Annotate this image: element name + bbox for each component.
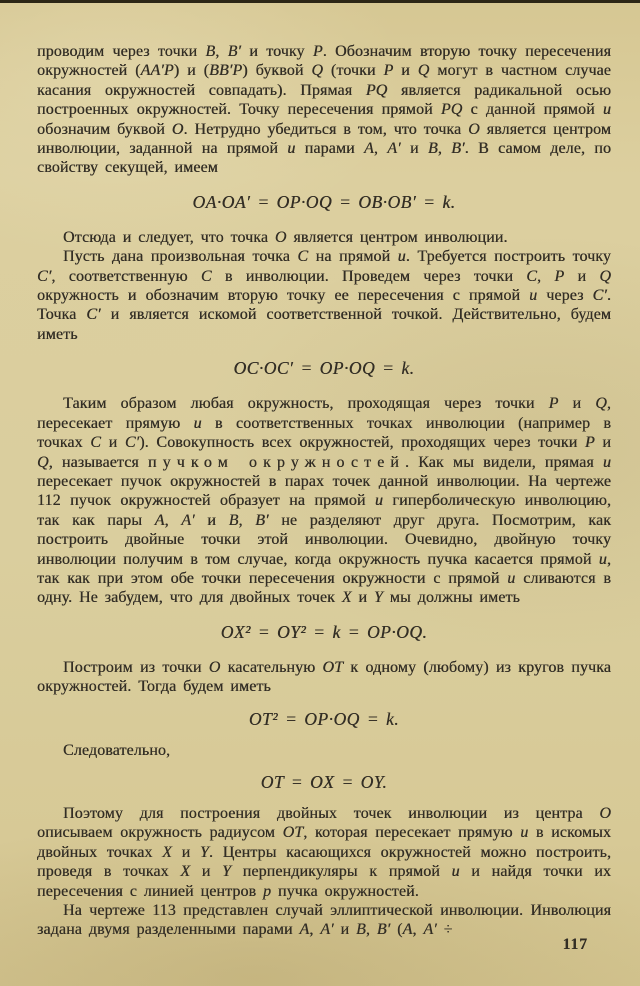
paragraph: Таким образом любая окружность, проходящая через точки P и Q, пересекает прямую u в соответственных точках инволюции (например в точках C и C′). Совокупность всех окружностей, проходящих через точки P и Q, называется пучком окружностей. Как мы видели, прямая u пересекает пучок окружностей в парах точек данной инволюции. На чертеже 112 пучок окружностей образует на прямой u гиперболическую инволюцию, так как пары A, A′ и B, B′ не разделяют друг друга. Посмотрим, как построить двойные точки этой инволюции. Очевидно, двойную точку инволюции получим в том случае, когда окружность пучка касается прямой u, так как при этом обе точки пересечения окружности с прямой u сливаются в одну. Не забудем, что для двойных точек X и Y мы должны иметь xyxy=(37,395,612,607)
paragraph: Пусть дана произвольная точка C на прямой u. Требуется построить точку C′, соответственную C в инволюции. Проведем через точки C, P и Q окружность и обозначим вторую точку ее пересечения с прямой u через C′. Точка C′ и является искомой соответственной точкой. Действительно, будем иметь xyxy=(37,248,612,343)
page-number: 117 xyxy=(562,936,588,953)
display-formula: OT = OX = OY. xyxy=(260,771,388,792)
display-formula: OT² = OP·OQ = k. xyxy=(248,708,400,729)
paragraph: проводим через точки B, B′ и точку P. Обозначим вторую точку пересечения окружностей (AA′P) и (BB′P) буквой Q (точки P и Q могут в частном случае касания окружностей совпадать). Прямая PQ является радикальной осью построенных окружностей. Точку пересечения прямой PQ с данной прямой u обозначим буквой O. Нетрудно убедиться в том, что точка O является центром инволюции, заданной на прямой u парами A, A′ и B, B′. В самом деле, по свойству секущей, имеем xyxy=(37,43,612,177)
scan-edge-top xyxy=(0,0,640,3)
display-formula: OA·OA′ = OP·OQ = OB·OB′ = k. xyxy=(192,191,456,212)
paragraph: Построим из точки O касательную OT к одному (любому) из кругов пучка окружностей. Тогда будем иметь xyxy=(37,658,611,696)
paragraph: Отсюда и следует, что точка O является центром инволюции. xyxy=(63,228,508,246)
display-formula: OX² = OY² = k = OP·OQ. xyxy=(220,621,428,642)
text-column xyxy=(37,42,611,940)
paragraph: Поэтому для построения двойных точек инволюции из центра O описываем окружность радиусом OT, которая пересекает прямую u в искомых двойных точках X и Y. Центры касающихся окружностей можно построить, проведя в точках X и Y перпендикуляры к прямой u и найдя точки их пересечения с линией центров p пучка окружностей. xyxy=(37,804,612,900)
paragraph: На чертеже 113 представлен случай эллиптической инволюции. Инволюция задана двумя разделенными парами A, A′ и B, B′ (A, A′ ÷ xyxy=(37,902,611,939)
paragraph: Следовательно, xyxy=(63,741,171,759)
display-formula: OC·OC′ = OP·OQ = k. xyxy=(233,358,415,379)
